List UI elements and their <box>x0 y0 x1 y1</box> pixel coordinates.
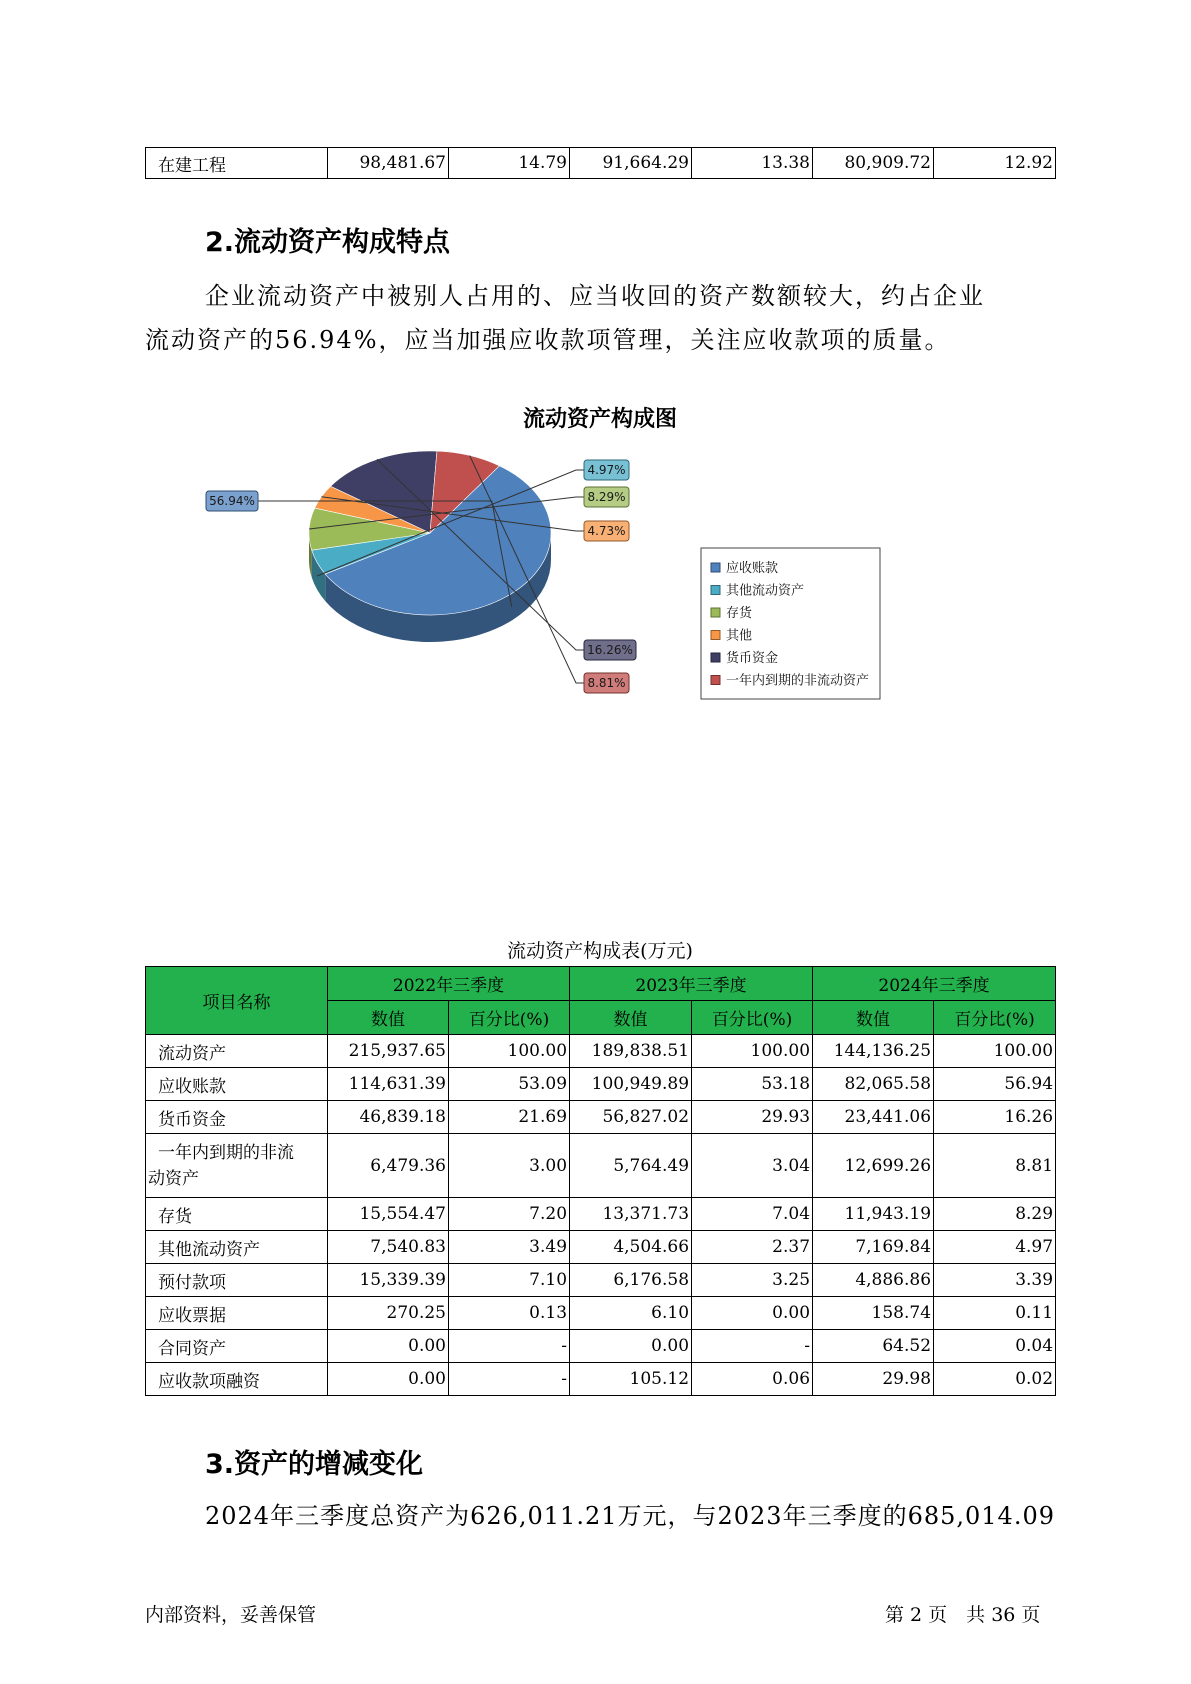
table-row <box>146 1330 1056 1363</box>
cell: 12.92 <box>934 148 1056 179</box>
header-pct: 百分比(%) <box>449 1001 570 1035</box>
page-number: 第 2 页 共 36 页 <box>885 1604 1041 1626</box>
pie-chart <box>0 390 1191 720</box>
row-label-line: 动资产 <box>148 1168 199 1189</box>
data-label: 8.81% <box>587 676 626 690</box>
table-row <box>146 1231 1056 1264</box>
cell: 215,937.65 <box>328 1035 449 1068</box>
legend-swatch <box>711 586 720 595</box>
legend-label: 其他 <box>726 628 753 644</box>
cell: 23,441.06 <box>813 1101 934 1134</box>
row-label: 应收票据 <box>146 1297 328 1330</box>
row-label: 流动资产 <box>146 1035 328 1068</box>
table-row <box>146 1297 1056 1330</box>
table-row <box>146 1101 1056 1134</box>
cell: 0.13 <box>449 1297 570 1330</box>
row-label <box>146 1134 328 1198</box>
cell: 21.69 <box>449 1101 570 1134</box>
table-row <box>146 1035 1056 1068</box>
legend-swatch <box>711 631 720 640</box>
cell: - <box>449 1363 570 1396</box>
cell: 56,827.02 <box>570 1101 692 1134</box>
current-assets-table <box>145 966 1056 1396</box>
cell: 158.74 <box>813 1297 934 1330</box>
cell: 29.98 <box>813 1363 934 1396</box>
cell: 2.37 <box>692 1231 813 1264</box>
legend <box>701 548 880 699</box>
cell: 8.29 <box>934 1198 1056 1231</box>
cell: 3.25 <box>692 1264 813 1297</box>
cell: 189,838.51 <box>570 1035 692 1068</box>
cell: 53.18 <box>692 1068 813 1101</box>
data-label: 4.73% <box>587 524 626 538</box>
data-label: 4.97% <box>587 463 626 477</box>
cell: 15,554.47 <box>328 1198 449 1231</box>
cell: 3.00 <box>449 1134 570 1198</box>
table-row <box>146 148 1056 179</box>
row-label: 合同资产 <box>146 1330 328 1363</box>
table-row <box>146 1068 1056 1101</box>
cell: 14.79 <box>449 148 570 179</box>
cell: 100,949.89 <box>570 1068 692 1101</box>
row-label: 应收款项融资 <box>146 1363 328 1396</box>
cell: 0.00 <box>570 1330 692 1363</box>
row-label-line: 一年内到期的非流 <box>158 1142 294 1163</box>
header-period: 2022年三季度 <box>328 967 570 1001</box>
cell: 0.00 <box>328 1330 449 1363</box>
cell: 6.10 <box>570 1297 692 1330</box>
cell: 53.09 <box>449 1068 570 1101</box>
legend-label: 其他流动资产 <box>726 583 805 599</box>
cell: 3.04 <box>692 1134 813 1198</box>
chart-title: 流动资产构成图 <box>522 407 678 432</box>
cell: 7,540.83 <box>328 1231 449 1264</box>
cell: 114,631.39 <box>328 1068 449 1101</box>
row-label: 在建工程 <box>146 148 328 179</box>
cell: 82,065.58 <box>813 1068 934 1101</box>
header-pct: 百分比(%) <box>934 1001 1056 1035</box>
header-period: 2023年三季度 <box>570 967 813 1001</box>
cell: 6,176.58 <box>570 1264 692 1297</box>
cell: 144,136.25 <box>813 1035 934 1068</box>
cell: 4,504.66 <box>570 1231 692 1264</box>
cell: 100.00 <box>449 1035 570 1068</box>
cell: 0.06 <box>692 1363 813 1396</box>
cell: 7,169.84 <box>813 1231 934 1264</box>
cell: 0.04 <box>934 1330 1056 1363</box>
cell: - <box>449 1330 570 1363</box>
cell: 64.52 <box>813 1330 934 1363</box>
paragraph-line: 2024年三季度总资产为626,011.21万元，与2023年三季度的685,014.09 <box>205 1502 1055 1530</box>
table-row <box>146 1363 1056 1396</box>
cell: 15,339.39 <box>328 1264 449 1297</box>
cell: 7.04 <box>692 1198 813 1231</box>
cell: 98,481.67 <box>328 148 449 179</box>
cell: 270.25 <box>328 1297 449 1330</box>
header-value: 数值 <box>570 1001 692 1035</box>
cell: 46,839.18 <box>328 1101 449 1134</box>
row-label: 货币资金 <box>146 1101 328 1134</box>
legend-swatch <box>711 563 720 572</box>
section-heading: 3.资产的增减变化 <box>205 1449 424 1480</box>
legend-label: 应收账款 <box>726 561 779 576</box>
cell: 4.97 <box>934 1231 1056 1264</box>
cell: 0.00 <box>328 1363 449 1396</box>
cell: 7.20 <box>449 1198 570 1231</box>
row-label: 预付款项 <box>146 1264 328 1297</box>
table-row <box>146 1264 1056 1297</box>
cell: 8.81 <box>934 1134 1056 1198</box>
cell: 12,699.26 <box>813 1134 934 1198</box>
legend-swatch <box>711 653 720 662</box>
cell: - <box>692 1330 813 1363</box>
table-header-row <box>146 967 1056 1001</box>
legend-swatch <box>711 608 720 617</box>
cell: 16.26 <box>934 1101 1056 1134</box>
table-row <box>146 1134 1056 1198</box>
table-caption: 流动资产构成表(万元) <box>507 940 693 962</box>
cell: 100.00 <box>692 1035 813 1068</box>
legend-label: 货币资金 <box>726 651 779 666</box>
data-label: 8.29% <box>587 490 626 504</box>
cell: 6,479.36 <box>328 1134 449 1198</box>
legend-label: 一年内到期的非流动资产 <box>726 673 870 689</box>
cell: 56.94 <box>934 1068 1056 1101</box>
legend-label: 存货 <box>726 606 753 621</box>
cell: 100.00 <box>934 1035 1056 1068</box>
cell: 13.38 <box>692 148 813 179</box>
header-pct: 百分比(%) <box>692 1001 813 1035</box>
legend-swatch <box>711 676 720 685</box>
header-value: 数值 <box>813 1001 934 1035</box>
section-heading: 2.流动资产构成特点 <box>205 227 451 258</box>
cell: 7.10 <box>449 1264 570 1297</box>
cell: 0.02 <box>934 1363 1056 1396</box>
row-label: 存货 <box>146 1198 328 1231</box>
footer-left: 内部资料，妥善保管 <box>145 1604 317 1626</box>
paragraph-line: 企业流动资产中被别人占用的、应当收回的资产数额较大，约占企业 <box>205 282 985 310</box>
top-table <box>145 147 1056 179</box>
cell: 3.39 <box>934 1264 1056 1297</box>
data-label: 16.26% <box>587 643 633 657</box>
row-label: 应收账款 <box>146 1068 328 1101</box>
cell: 5,764.49 <box>570 1134 692 1198</box>
header-item: 项目名称 <box>146 967 328 1035</box>
header-value: 数值 <box>328 1001 449 1035</box>
paragraph-line: 流动资产的56.94%，应当加强应收款项管理，关注应收款项的质量。 <box>145 326 951 354</box>
cell: 80,909.72 <box>813 148 934 179</box>
cell: 29.93 <box>692 1101 813 1134</box>
cell: 3.49 <box>449 1231 570 1264</box>
header-period: 2024年三季度 <box>813 967 1056 1001</box>
row-label: 其他流动资产 <box>146 1231 328 1264</box>
cell: 4,886.86 <box>813 1264 934 1297</box>
cell: 11,943.19 <box>813 1198 934 1231</box>
cell: 91,664.29 <box>570 148 692 179</box>
cell: 0.11 <box>934 1297 1056 1330</box>
data-label: 56.94% <box>209 494 255 508</box>
table-row <box>146 1198 1056 1231</box>
cell: 105.12 <box>570 1363 692 1396</box>
pie-slices <box>309 451 551 615</box>
cell: 13,371.73 <box>570 1198 692 1231</box>
cell: 0.00 <box>692 1297 813 1330</box>
